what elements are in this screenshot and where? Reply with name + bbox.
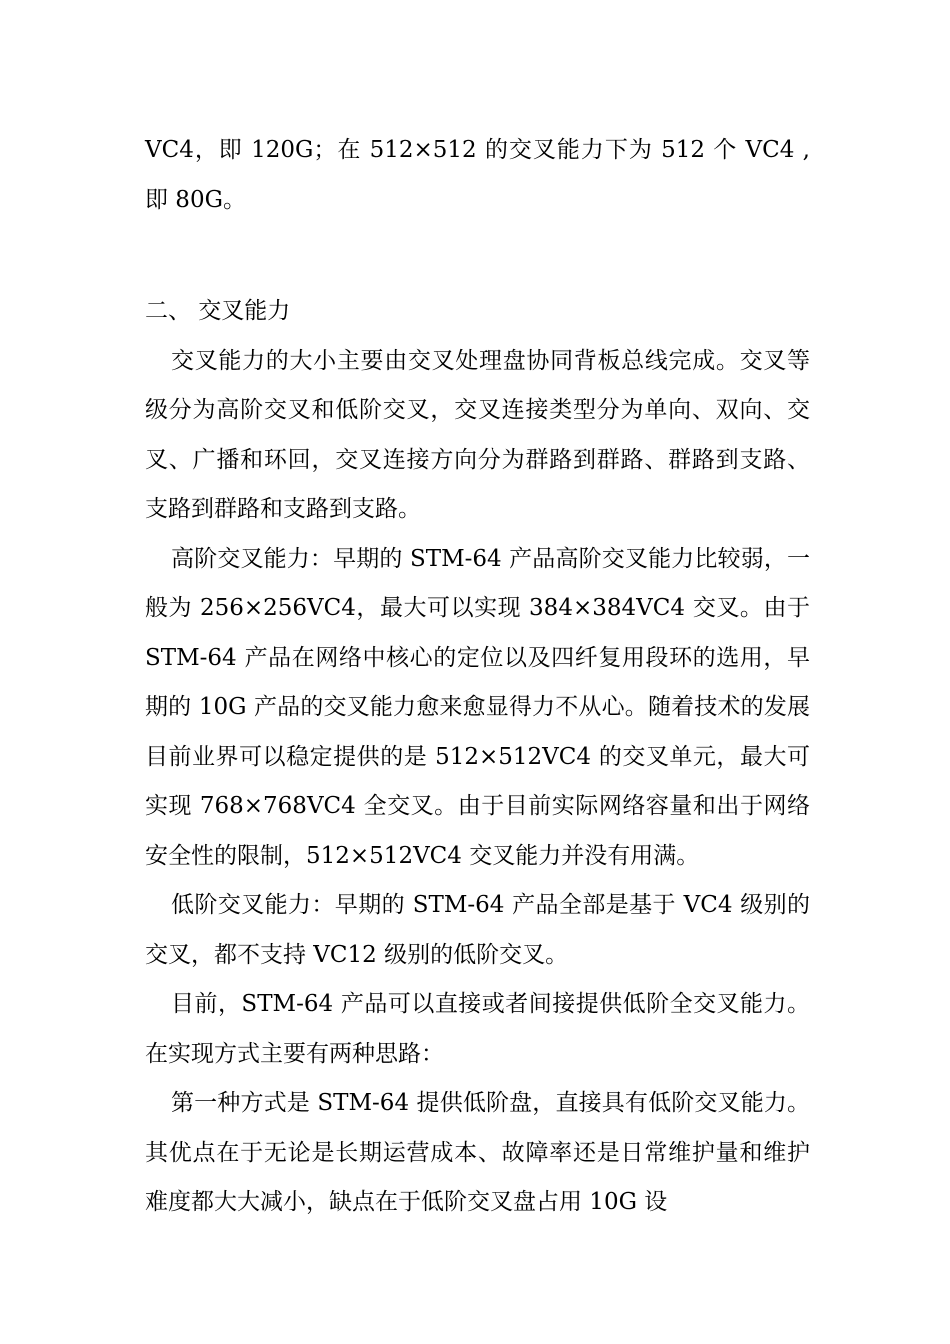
paragraph-first-method: 第一种方式是 STM-64 提供低阶盘，直接具有低阶交叉能力。其优点在于无论是长期运营成本、故障率还是日常维护量和维护难度都大大减小，缺点在于低阶交叉盘占用 10G 设 — [145, 1090, 810, 1215]
section-spacing — [145, 225, 810, 287]
document-body — [145, 126, 810, 1228]
paragraph-current-approach: 目前，STM-64 产品可以直接或者间接提供低阶全交叉能力。在实现方式主要有两种思路： — [145, 991, 810, 1067]
paragraph-cross-capacity-intro: 交叉能力的大小主要由交叉处理盘协同背板总线完成。交叉等级分为高阶交叉和低阶交叉，交叉连接类型分为单向、双向、交叉、广播和环回，交叉连接方向分为群路到群路、群路到支路、支路到群路和支路到支路。 — [145, 347, 810, 522]
section-heading: 二、 交叉能力 — [145, 298, 291, 324]
paragraph-low-order-cross: 低阶交叉能力：早期的 STM-64 产品全部是基于 VC4 级别的交叉，都不支持 VC12 级别的低阶交叉。 — [145, 892, 810, 968]
paragraph-continued: VC4，即 120G；在 512×512 的交叉能力下为 512 个 VC4 ,即 80G。 — [145, 137, 810, 213]
paragraph-high-order-cross: 高阶交叉能力：早期的 STM-64 产品高阶交叉能力比较弱，一般为 256×256VC4，最大可以实现 384×384VC4 交叉。由于 STM-64 产品在网络中核心的定位以及四纤复用段环的选用，早期的 10G 产品的交叉能力愈来愈显得力不从心。随着技术的发展目前业界可以稳定提供的是 512×512VC4 的交叉单元，最大可实现 768×768VC4 全交叉。由于目前实际网络容量和出于网络安全性的限制，512×512VC4 交叉能力并没有用满。 — [145, 545, 810, 869]
